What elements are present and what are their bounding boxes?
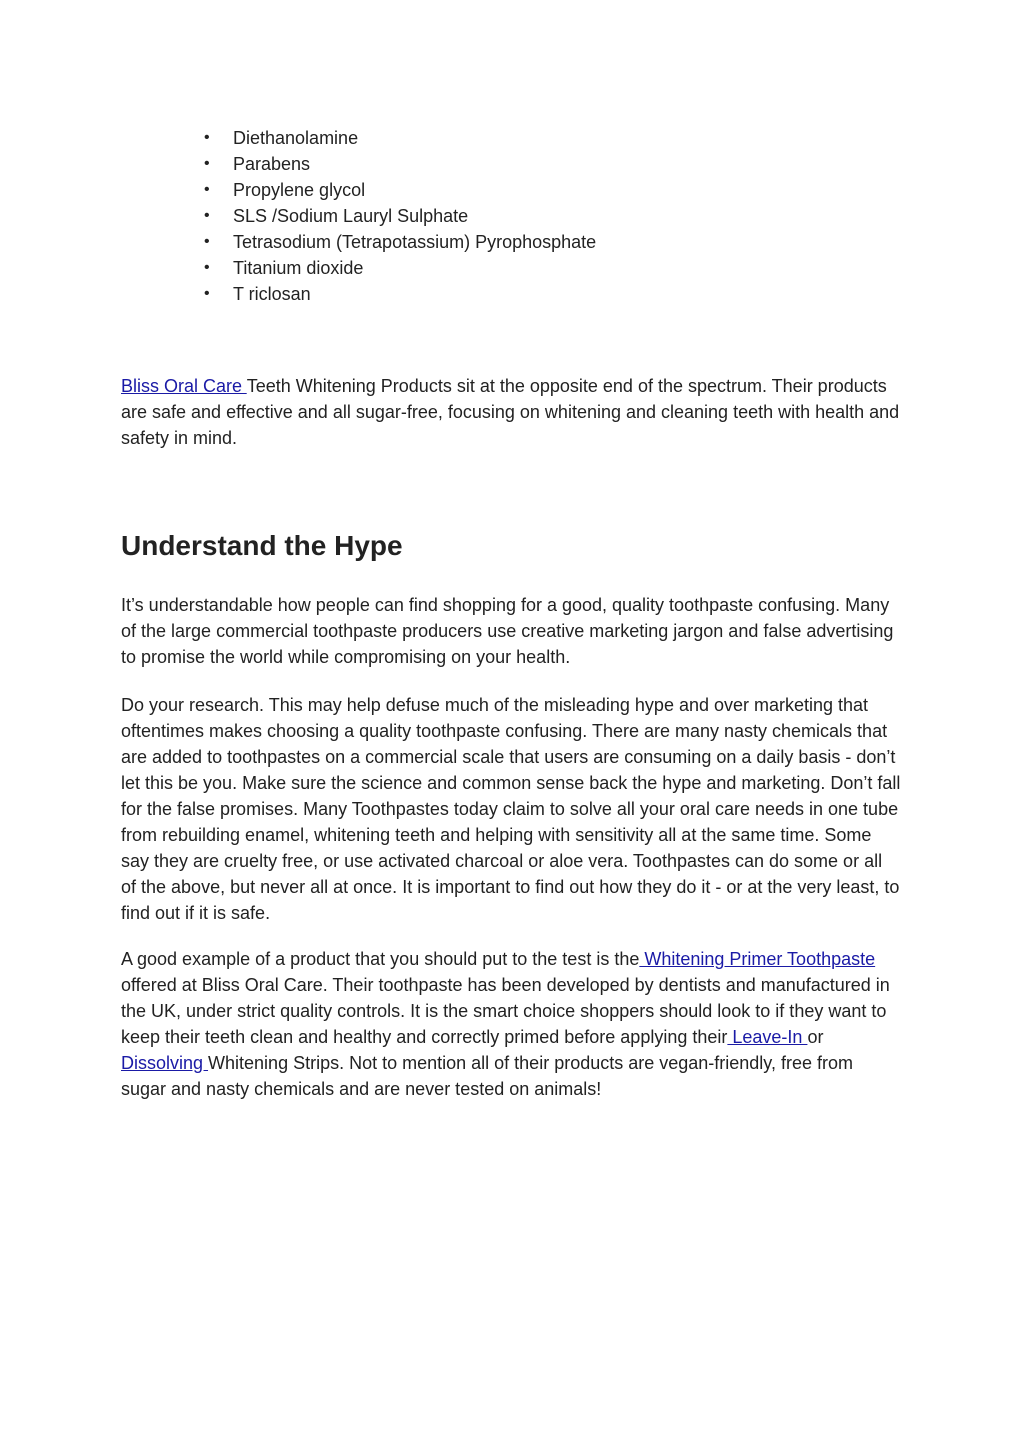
bullet-icon: • xyxy=(204,233,210,250)
list-item: • Titanium dioxide xyxy=(204,258,364,278)
intro-paragraph: Bliss Oral Care Teeth Whitening Products sit at the opposite end of the spectrum. Their products are safe and effective and all sugar-free, focusing on whitening and cleaning teeth with health and safety in mind. xyxy=(121,376,900,448)
ingredient-list xyxy=(201,126,596,308)
list-item: • Parabens xyxy=(204,154,311,174)
list-item: • Diethanolamine xyxy=(204,128,359,148)
whitening-primer-toothpaste-link[interactable]: Whitening Primer Toothpaste xyxy=(639,949,876,969)
bullet-icon: • xyxy=(204,259,210,276)
section-heading: Understand the Hype xyxy=(121,530,403,561)
list-item: • Tetrasodium (Tetrapotassium) Pyrophosphate xyxy=(204,232,597,252)
list-item: • Propylene glycol xyxy=(204,180,366,200)
paragraph-1: It’s understandable how people can find shopping for a good, quality toothpaste confusing. Many of the large commercial toothpaste producers use creative marketing jargon and false advertising to promise the world while compromising on your health. xyxy=(121,595,894,667)
bullet-icon: • xyxy=(204,155,210,172)
paragraph-3: A good example of a product that you should put to the test is the Whitening Primer Toothpaste offered at Bliss Oral Care. Their toothpaste has been developed by dentists and manufactured in the UK, under strict quality controls. It is the smart choice shoppers should look to if they want to keep their teeth clean and healthy and correctly primed before applying their Leave-In or Dissolving Whitening Strips. Not to mention all of their products are vegan-friendly, free from sugar and nasty chemicals and are never tested on animals! xyxy=(121,949,890,1099)
bullet-icon: • xyxy=(204,181,210,198)
bliss-oral-care-link[interactable]: Bliss Oral Care xyxy=(121,376,247,396)
bullet-icon: • xyxy=(204,285,210,302)
bullet-icon: • xyxy=(204,129,210,146)
paragraph-2: Do your research. This may help defuse much of the misleading hype and over marketing that oftentimes makes choosing a quality toothpaste confusing. There are many nasty chemicals that are added to toothpastes on a commercial scale that users are consuming on a daily basis - don’t let this be you. Make sure the science and common sense back the hype and marketing. Don’t fall for the false promises. Many Toothpastes today claim to solve all your oral care needs in one tube from rebuilding enamel, whitening teeth and helping with sensitivity all at the same time. Some say they are cruelty free, or use activated charcoal or aloe vera. Toothpastes can do some or all of the above, but never all at once. It is important to find out how they do it - or at the very least, to find out if it is safe. xyxy=(121,695,901,923)
leave-in-link[interactable]: Leave-In xyxy=(727,1027,808,1047)
bullet-icon: • xyxy=(204,207,210,224)
dissolving-link[interactable]: Dissolving xyxy=(121,1053,209,1073)
list-item: • T riclosan xyxy=(204,284,311,304)
list-item: • SLS /Sodium Lauryl Sulphate xyxy=(204,206,469,226)
